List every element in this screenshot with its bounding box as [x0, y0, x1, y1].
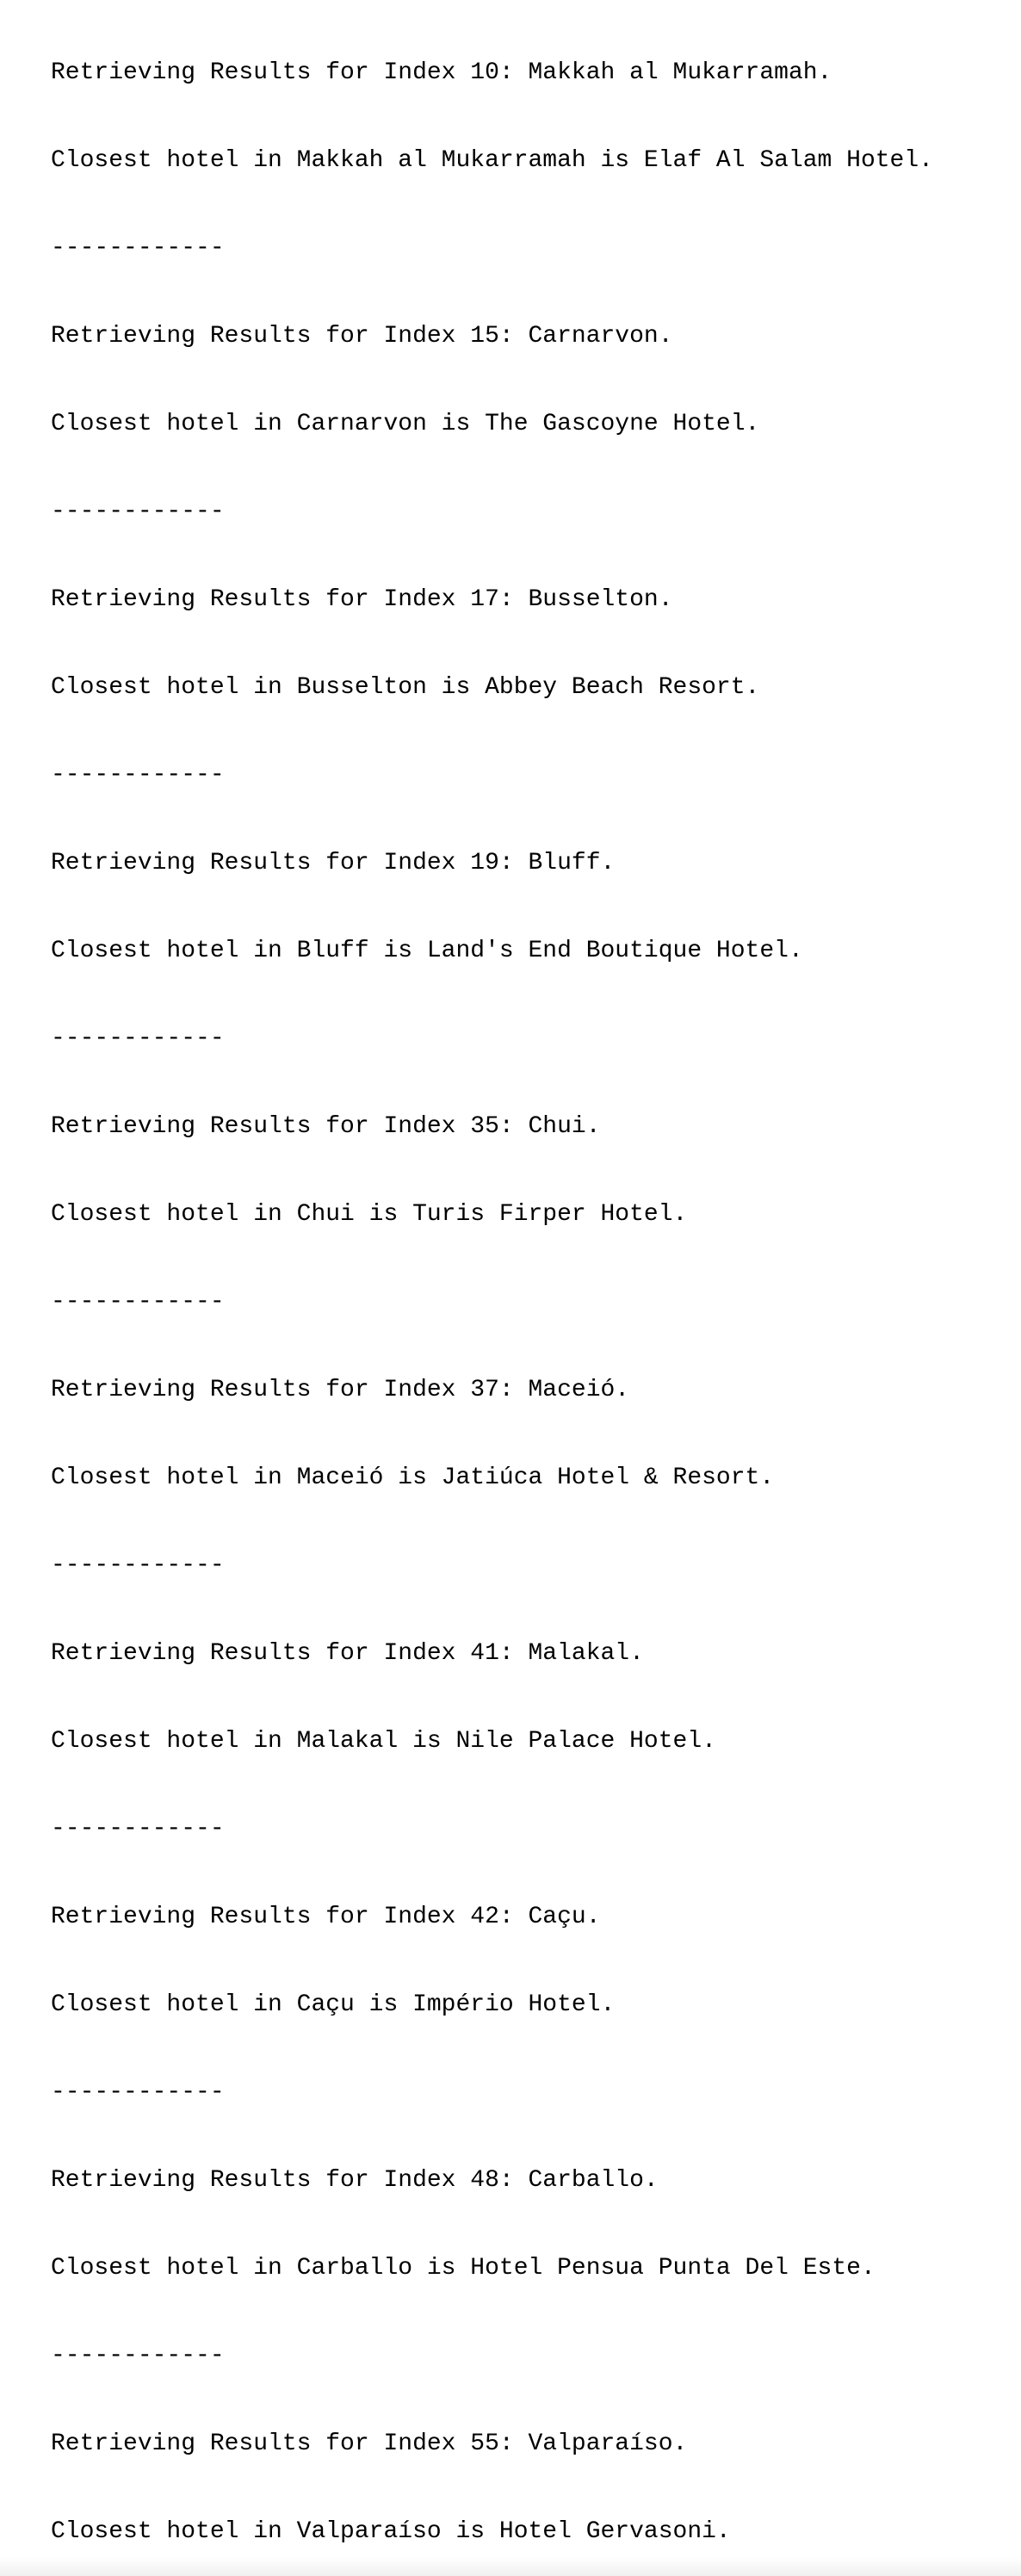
output-line: Retrieving Results for Index 10: Makkah al Mukarramah. — [51, 59, 832, 86]
output-line: Closest hotel in Valparaíso is Hotel Gervasoni. — [51, 2518, 731, 2545]
separator-line: ------------ — [51, 1816, 225, 1842]
separator-line: ------------ — [51, 2079, 225, 2106]
cell-output — [51, 0, 1021, 2576]
output-line: Closest hotel in Carnarvon is The Gascoyne Hotel. — [51, 411, 760, 437]
output-line: Retrieving Results for Index 42: Caçu. — [51, 1904, 601, 1930]
output-line: Retrieving Results for Index 41: Malakal. — [51, 1640, 644, 1667]
output-line: Closest hotel in Bluff is Land's End Boutique Hotel. — [51, 938, 803, 964]
output-line: Closest hotel in Chui is Turis Firper Hotel. — [51, 1201, 688, 1228]
output-line: Closest hotel in Busselton is Abbey Beach Resort. — [51, 674, 760, 701]
output-line: Retrieving Results for Index 37: Maceió. — [51, 1377, 630, 1403]
output-line: Retrieving Results for Index 35: Chui. — [51, 1113, 601, 1140]
separator-line: ------------ — [51, 1289, 225, 1316]
output-line: Closest hotel in Makkah al Mukarramah is Elaf Al Salam Hotel. — [51, 147, 933, 174]
separator-line: ------------ — [51, 235, 225, 262]
output-line: Retrieving Results for Index 48: Carballo. — [51, 2167, 659, 2194]
output-line: Retrieving Results for Index 19: Bluff. — [51, 850, 616, 876]
output-line: Retrieving Results for Index 55: Valparaíso. — [51, 2430, 688, 2457]
output-line: Closest hotel in Maceió is Jatiúca Hotel & Resort. — [51, 1464, 775, 1491]
output-line: Retrieving Results for Index 17: Busselton. — [51, 586, 673, 613]
output-line: Closest hotel in Malakal is Nile Palace Hotel. — [51, 1728, 716, 1755]
separator-line: ------------ — [51, 1025, 225, 1052]
output-line: Retrieving Results for Index 15: Carnarvon. — [51, 323, 673, 350]
scroll-area-bottom-edge — [0, 2557, 1021, 2576]
separator-line: ------------ — [51, 498, 225, 525]
separator-line: ------------ — [51, 762, 225, 789]
separator-line: ------------ — [51, 2343, 225, 2369]
output-line: Closest hotel in Caçu is Império Hotel. — [51, 1991, 616, 2018]
output-line: Closest hotel in Carballo is Hotel Pensua Punta Del Este. — [51, 2255, 876, 2282]
separator-line: ------------ — [51, 1552, 225, 1579]
